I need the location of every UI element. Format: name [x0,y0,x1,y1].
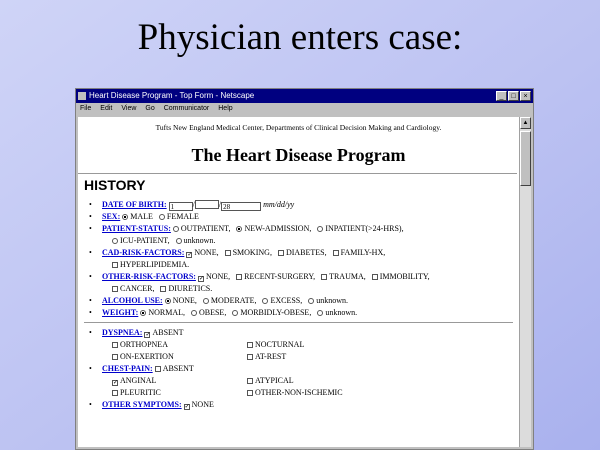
bullet: • [89,272,92,281]
option-label: IMMOBILITY [379,272,428,281]
minimize-button[interactable]: _ [496,91,507,101]
bullet: • [89,364,92,373]
option-label: ICU-PATIENT [120,236,168,245]
status-unknown-radio[interactable] [176,238,182,244]
menu-bar [76,103,533,115]
netscape-icon [78,92,86,100]
option-label: AT-REST [255,352,287,361]
chest-pain-pleuritic-checkbox[interactable] [112,390,118,396]
option-label: DIABETES [285,248,325,257]
option-label: unknown [183,236,214,245]
other-immobility-checkbox[interactable] [372,274,378,280]
option-label: OUTPATIENT [180,224,229,233]
window-titlebar [76,89,533,103]
bullet: • [89,212,92,221]
alcohol-unknown-radio[interactable] [308,298,314,304]
option-label: OTHER-NON-ISCHEMIC [255,388,343,397]
other-cancer-checkbox[interactable] [112,286,118,292]
maximize-button[interactable]: □ [508,91,519,101]
cad-risk-link[interactable]: CAD-RISK-FACTORS: [102,248,185,257]
divider [84,319,519,327]
other-recent-surgery-checkbox[interactable] [236,274,242,280]
other-risk-link[interactable]: OTHER-RISK-FACTORS: [102,272,196,281]
alcohol-excess-radio[interactable] [262,298,268,304]
chest-pain-row [84,363,519,375]
page-viewport [78,117,531,447]
option-label: FAMILY-HX [340,248,384,257]
sex-link[interactable]: SEX: [102,212,121,221]
page-content [78,117,519,447]
option-label: RECENT-SURGERY [244,272,314,281]
dyspnea-orthopnea-checkbox[interactable] [112,342,118,348]
vertical-scrollbar[interactable] [519,117,531,447]
option-label: SMOKING [232,248,270,257]
bullet: • [89,328,92,337]
option-label: OBESE [198,308,225,317]
dyspnea-nocturnal-checkbox[interactable] [247,342,253,348]
sex-row [84,211,519,223]
option-label: CANCER [120,284,153,293]
option-label: NONE [172,296,195,305]
other-symptoms-none-checkbox[interactable] [184,404,190,410]
other-risk-row: • OTHER-RISK-FACTORS: ✓ NONE, RECENT-SURGERY, TRAUMA, IMMOBILITY, [84,271,519,283]
option-label: MODERATE [210,296,255,305]
window-title: Heart Disease Program - Top Form - Netscape [89,91,255,100]
dyspnea-options-row-1 [84,339,519,351]
cad-risk-row-cont: HYPERLIPIDEMIA. [84,259,519,271]
option-label: ORTHOPNEA [120,340,168,349]
scroll-thumb[interactable] [520,131,531,186]
history-form [84,199,519,411]
browser-window [75,88,534,450]
other-symptoms-link[interactable]: OTHER SYMPTOMS: [102,400,182,409]
menu-view[interactable]: View [121,105,137,112]
chest-pain-link[interactable]: CHEST-PAIN: [102,364,153,373]
chest-pain-atypical-checkbox[interactable] [247,378,253,384]
option-label: EXCESS [270,296,301,305]
other-risk-row-cont: CANCER, DIURETICS. [84,283,519,295]
weight-link[interactable]: WEIGHT: [102,308,139,317]
option-label: INPATIENT(>24-HRS) [325,224,402,233]
option-label: NORMAL [148,308,183,317]
alcohol-none-radio[interactable] [165,298,171,304]
menu-go[interactable]: Go [145,105,155,112]
institution-text: Tufts New England Medical Center, Departments of Clinical Decision Making and Cardiology. [155,123,442,132]
section-heading: HISTORY [84,177,146,193]
chest-pain-anginal-checkbox[interactable] [112,380,118,386]
weight-obese-radio[interactable] [191,310,197,316]
dyspnea-on-exertion-checkbox[interactable] [112,354,118,360]
sex-female-radio[interactable] [159,214,165,220]
cad-family-hx-checkbox[interactable] [333,250,339,256]
dob-link[interactable]: DATE OF BIRTH: [102,200,167,209]
option-label: ANGINAL [120,376,157,385]
option-label: MALE [130,212,153,221]
option-label: PLEURITIC [120,388,161,397]
status-outpatient-radio[interactable] [173,226,179,232]
status-new-admission-radio[interactable] [236,226,242,232]
menu-help[interactable]: Help [218,105,233,112]
status-icu-radio[interactable] [112,238,118,244]
cad-smoking-checkbox[interactable] [225,250,231,256]
dyspnea-link[interactable]: DYSPNEA: [102,328,143,337]
dob-month-input[interactable]: 1 [169,202,193,211]
alcohol-row: • ALCOHOL USE: NONE, MODERATE, EXCESS, unknown. [89,296,349,305]
dob-format: mm/dd/yy [263,200,295,209]
chest-pain-options-row-2 [84,387,519,399]
dyspnea-at-rest-checkbox[interactable] [247,354,253,360]
option-label: ABSENT [162,364,194,373]
close-button[interactable]: × [520,91,531,101]
scroll-up-arrow-icon[interactable]: ▲ [520,117,531,129]
patient-status-row-cont: ICU-PATIENT, unknown. [84,235,519,247]
cad-diabetes-checkbox[interactable] [278,250,284,256]
chest-pain-absent-checkbox[interactable] [155,366,161,372]
option-label: NOCTURNAL [255,340,305,349]
option-label: NONE [194,248,217,257]
dyspnea-row [84,327,519,339]
bullet: • [89,248,92,257]
weight-row: • WEIGHT: NORMAL, OBESE, MORBIDLY-OBESE, unknown. [89,308,358,317]
patient-status-link[interactable]: PATIENT-STATUS: [102,224,171,233]
other-diuretics-checkbox[interactable] [160,286,166,292]
sex-male-radio[interactable] [122,214,128,220]
option-label: TRAUMA [329,272,364,281]
slide-title: Physician enters case: [137,17,463,58]
status-inpatient-radio[interactable] [317,226,323,232]
option-label: NEW-ADMISSION [244,224,310,233]
patient-status-row: • PATIENT-STATUS: OUTPATIENT, NEW-ADMISSION, INPATIENT(>24-HRS), [89,224,404,233]
cad-hyperlipidemia-checkbox[interactable] [112,262,118,268]
option-label: FEMALE [166,212,199,221]
option-label: unknown [325,308,356,317]
program-title: The Heart Disease Program [191,145,406,165]
option-label: HYPERLIPIDEMIA [120,260,188,269]
bullet: • [89,296,92,305]
option-label: ON-EXERTION [120,352,174,361]
option-label: MORBIDLY-OBESE [240,308,310,317]
bullet: • [89,200,92,209]
weight-normal-radio[interactable] [140,310,146,316]
cad-none-checkbox[interactable] [186,252,192,258]
dyspnea-options-row-2 [84,351,519,363]
bullet: • [89,308,92,317]
alcohol-link[interactable]: ALCOHOL USE: [102,296,163,305]
chest-pain-options-row-1 [84,375,519,387]
dyspnea-absent-checkbox[interactable] [144,332,150,338]
menu-edit[interactable]: Edit [100,105,113,112]
menu-file[interactable]: File [80,105,92,112]
other-symptoms-row [84,399,519,411]
option-label: NONE [205,272,229,281]
dob-row: • DATE OF BIRTH: 1 / / 28 mm/dd/yy [89,200,295,211]
weight-morbidly-obese-radio[interactable] [232,310,238,316]
other-none-checkbox[interactable] [198,276,204,282]
bullet: • [89,400,92,409]
other-trauma-checkbox[interactable] [321,274,327,280]
weight-unknown-radio[interactable] [317,310,323,316]
dob-year-input[interactable]: 28 [221,202,261,211]
menu-communicator[interactable]: Communicator [163,105,210,112]
option-label: DIURETICS [168,284,211,293]
chest-pain-other-non-ischemic-checkbox[interactable] [247,390,253,396]
dob-day-input[interactable] [195,200,219,209]
cad-risk-row: • CAD-RISK-FACTORS: ✓ NONE, SMOKING, DIABETES, FAMILY-HX, [84,247,519,259]
option-label: ABSENT [152,328,184,337]
option-label: unknown [316,296,347,305]
option-label: NONE [191,400,214,409]
alcohol-moderate-radio[interactable] [203,298,209,304]
divider [78,173,517,174]
option-label: ATYPICAL [255,376,294,385]
bullet: • [89,224,92,233]
